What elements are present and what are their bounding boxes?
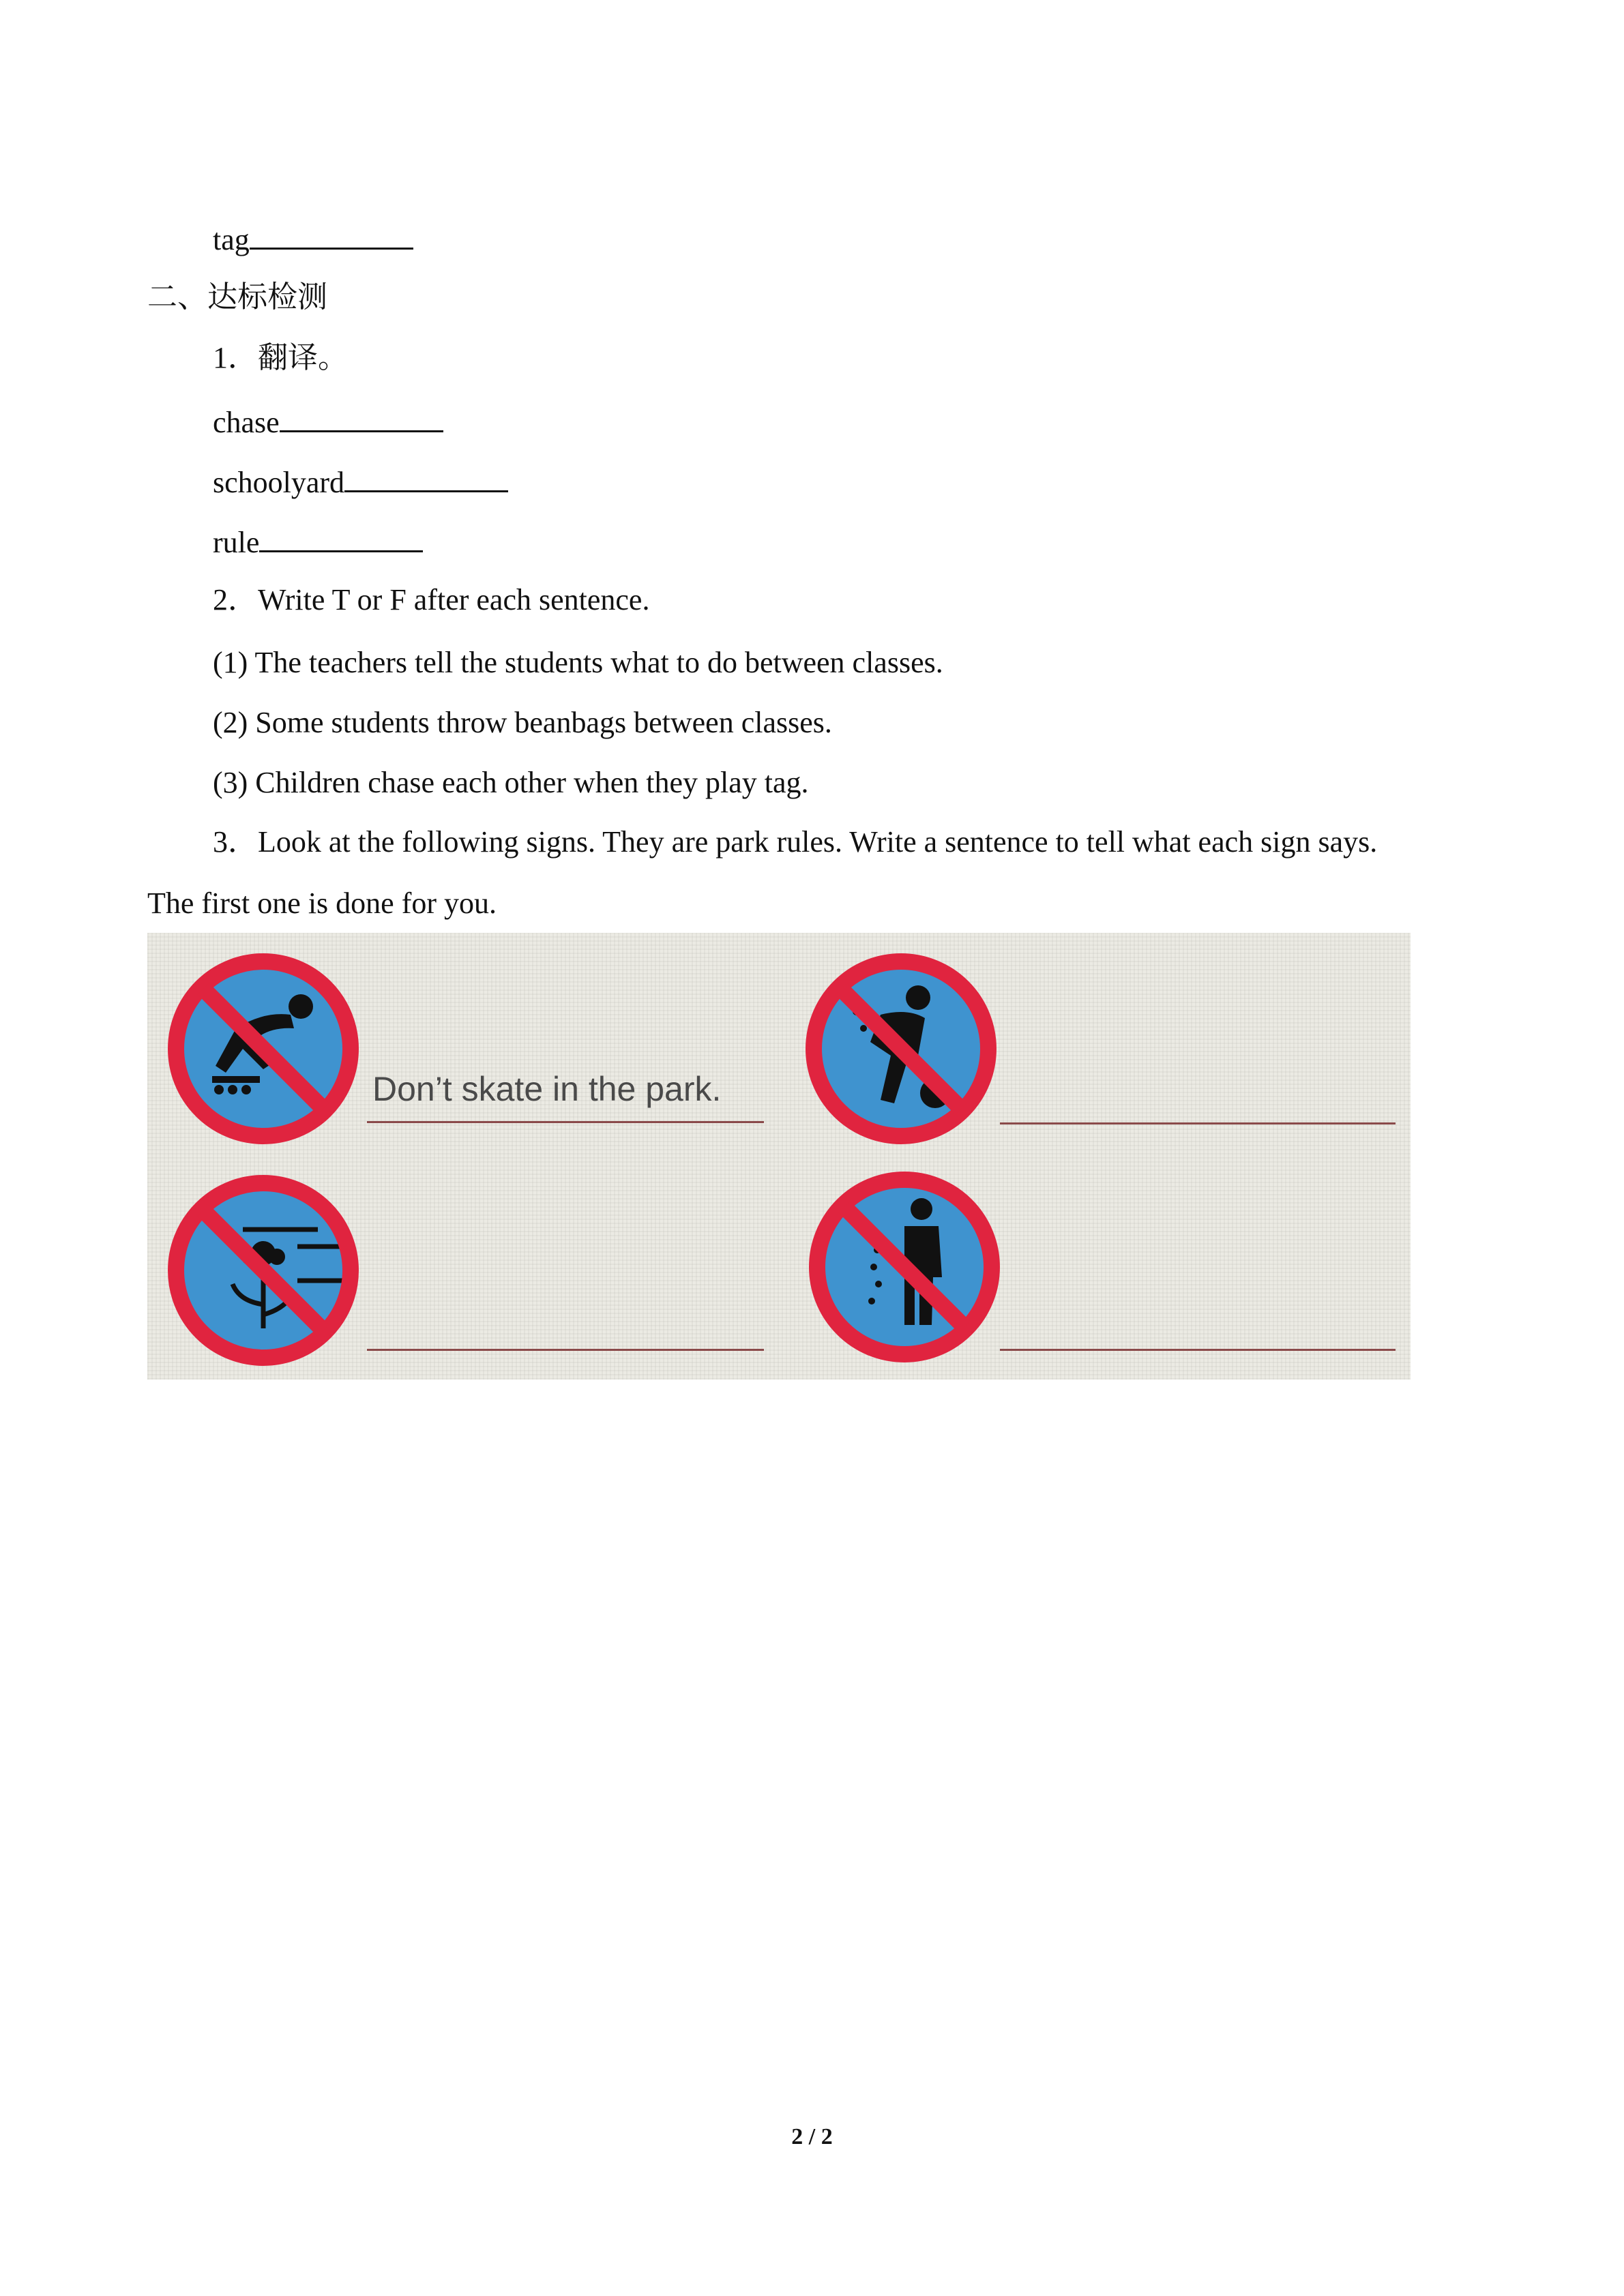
- q3-title-continued: The first one is done for you.: [147, 886, 497, 920]
- tf-sentence: (3) Children chase each other when they play tag.: [213, 766, 809, 799]
- answer-blank[interactable]: [250, 220, 413, 250]
- no-ball-playing-sign-icon: [799, 946, 1003, 1151]
- vocab-item-chase: [213, 402, 443, 443]
- q1-title: 1．翻译。: [213, 341, 348, 374]
- q3-title: 3．Look at the following signs. They are park rules. Write a sentence to tell what each sign says.: [213, 825, 1378, 859]
- tf-sentence: (1) The teachers tell the students what to do between classes.: [213, 646, 943, 679]
- park-signs-image: [147, 933, 1411, 1380]
- answer-blank[interactable]: [344, 463, 508, 492]
- vocab-item-rule: [213, 522, 423, 563]
- section-heading: 二、达标检测: [147, 280, 327, 314]
- answer-line[interactable]: [367, 1349, 764, 1351]
- vocab-word: rule: [213, 526, 260, 559]
- vocab-item-tag: [213, 220, 413, 260]
- answer-blank[interactable]: [259, 523, 423, 552]
- answer-line: [367, 1121, 764, 1123]
- page-number: 2 / 2: [791, 2124, 833, 2149]
- q2-title: 2．Write T or F after each sentence.: [213, 583, 650, 616]
- no-littering-sign-icon: [802, 1165, 1007, 1369]
- answer-line[interactable]: [1000, 1122, 1396, 1124]
- vocab-word: chase: [213, 406, 280, 439]
- vocab-word: tag: [213, 223, 250, 256]
- answer-blank[interactable]: [280, 403, 443, 432]
- vocab-word: schoolyard: [213, 466, 345, 499]
- no-skating-sign-icon: [161, 946, 366, 1151]
- vocab-item-schoolyard: [213, 462, 508, 503]
- no-picking-flowers-sign-icon: [161, 1168, 366, 1373]
- tf-sentence: (2) Some students throw beanbags between classes.: [213, 706, 832, 739]
- answer-line[interactable]: [1000, 1349, 1396, 1351]
- example-answer: Don’t skate in the park.: [372, 1070, 722, 1108]
